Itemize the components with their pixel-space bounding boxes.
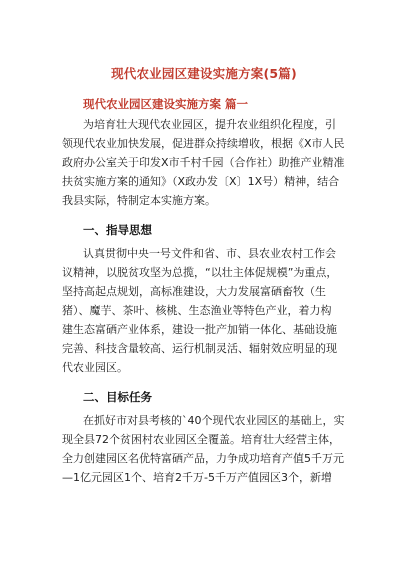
section-heading-guiding-ideology: 一、指导思想 <box>83 223 152 237</box>
intro-line: 我县实际，特制定本实施方案。 <box>62 194 216 207</box>
section-heading-goals-tasks: 二、目标任务 <box>83 390 152 404</box>
intro-line: 扶贫实施方案的通知》（X政办发〔X〕1X号）精神，结合 <box>62 175 340 188</box>
document-subtitle: 现代农业园区建设实施方案 篇一 <box>83 97 249 111</box>
section2-line: 全力创建园区名优特富硒产品，力争成功培育产值5千万元 <box>62 452 344 465</box>
section1-line: 完善、科技含量较高、运行机制灵活、辐射效应明显的现 <box>62 342 337 355</box>
section1-line: 猪）、魔芋、茶叶、核桃、生态渔业等特色产业，着力构 <box>62 304 332 317</box>
section2-line: 现全县72个贫困村农业园区全覆盖。培育壮大经营主体， <box>62 433 340 446</box>
intro-line: 领现代农业加快发展，促进群众持续增收，根据《X市人民 <box>62 137 345 150</box>
document-title: 现代农业园区建设实施方案(5篇) <box>111 66 297 81</box>
section1-line: 建生态富硒产业体系，建设一批产加销一体化、基础设施 <box>62 323 337 336</box>
section1-line: 坚持高起点规划，高标准建设，大力发展富硒畜牧（生 <box>62 285 326 298</box>
section1-line: 议精神，以脱贫攻坚为总揽，“以壮主体促规模”为重点， <box>62 266 338 279</box>
intro-line: 政府办公室关于印发X市千村千园（合作社）助推产业精准 <box>62 156 345 169</box>
section1-line: 认真贯彻中央一号文件和省、市、县农业农村工作会 <box>83 247 336 260</box>
intro-line: 为培育壮大现代农业园区，提升农业组织化程度，引 <box>83 118 336 131</box>
section1-line: 代农业园区。 <box>62 361 128 374</box>
section2-line: —1亿元园区1个、培育2千万-5千万产值园区3个，新增 <box>62 471 332 484</box>
section2-line: 在抓好市对县考核的`40个现代农业园区的基础上，实 <box>83 414 345 427</box>
